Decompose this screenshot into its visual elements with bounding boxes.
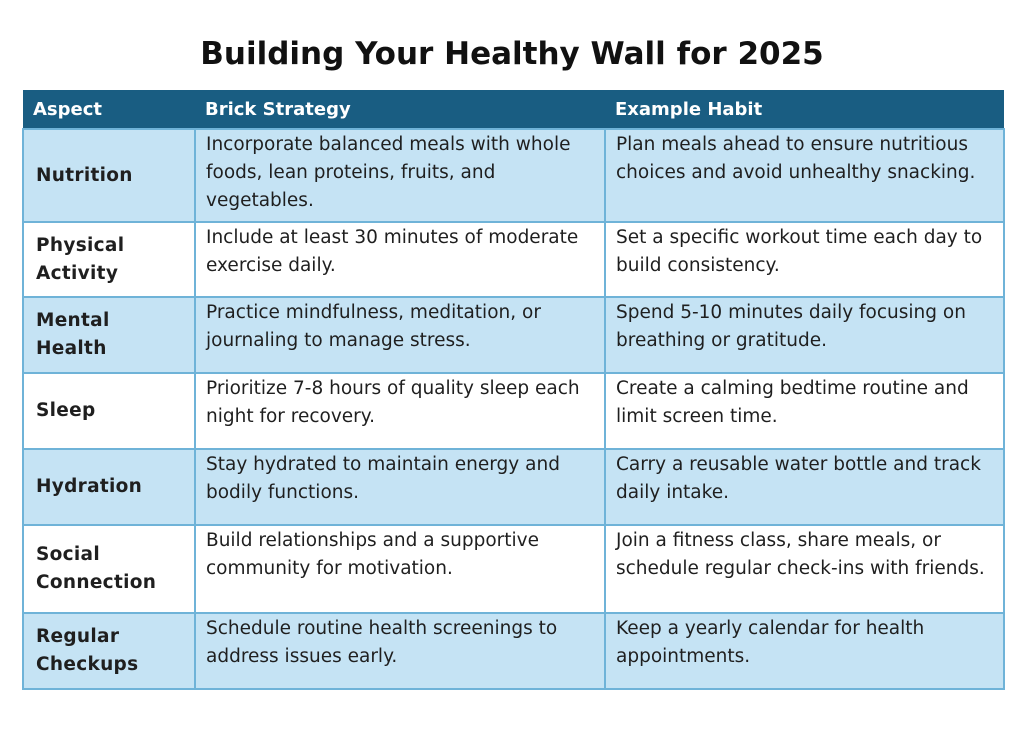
aspect-cell: Mental Health <box>23 297 195 373</box>
column-header-example-habit: Example Habit <box>605 90 1004 129</box>
habit-cell: Join a fitness class, share meals, or schedule regular check-ins with friends. <box>605 525 1004 613</box>
strategy-cell: Build relationships and a supportive community for motivation. <box>195 525 605 613</box>
habit-cell: Plan meals ahead to ensure nutritious choices and avoid unhealthy snacking. <box>605 129 1004 222</box>
aspect-cell: Sleep <box>23 373 195 449</box>
table-row <box>23 449 1004 525</box>
aspect-cell: Nutrition <box>23 129 195 222</box>
table-body <box>23 129 1004 689</box>
column-header-aspect: Aspect <box>23 90 195 129</box>
aspect-cell: Social Connection <box>23 525 195 613</box>
table-row <box>23 129 1004 222</box>
habit-cell: Set a specific workout time each day to build consistency. <box>605 222 1004 297</box>
table-row <box>23 525 1004 613</box>
page-title: Building Your Healthy Wall for 2025 <box>200 36 824 72</box>
aspect-cell: Regular Checkups <box>23 613 195 689</box>
column-header-brick-strategy: Brick Strategy <box>195 90 605 129</box>
table-row <box>23 613 1004 689</box>
aspect-cell: Hydration <box>23 449 195 525</box>
strategy-cell: Prioritize 7-8 hours of quality sleep each night for recovery. <box>195 373 605 449</box>
table-header <box>23 90 1004 129</box>
strategy-cell: Schedule routine health screenings to address issues early. <box>195 613 605 689</box>
table-row <box>23 297 1004 373</box>
strategy-cell: Practice mindfulness, meditation, or journaling to manage stress. <box>195 297 605 373</box>
habit-cell: Carry a reusable water bottle and track daily intake. <box>605 449 1004 525</box>
aspect-cell: Physical Activity <box>23 222 195 297</box>
habit-cell: Spend 5-10 minutes daily focusing on breathing or gratitude. <box>605 297 1004 373</box>
strategy-cell: Stay hydrated to maintain energy and bodily functions. <box>195 449 605 525</box>
strategy-cell: Incorporate balanced meals with whole foods, lean proteins, fruits, and vegetables. <box>195 129 605 222</box>
table-row <box>23 222 1004 297</box>
habit-cell: Keep a yearly calendar for health appointments. <box>605 613 1004 689</box>
habit-cell: Create a calming bedtime routine and limit screen time. <box>605 373 1004 449</box>
healthy-wall-table <box>22 90 1005 690</box>
header-row <box>23 90 1004 129</box>
strategy-cell: Include at least 30 minutes of moderate exercise daily. <box>195 222 605 297</box>
table-row <box>23 373 1004 449</box>
